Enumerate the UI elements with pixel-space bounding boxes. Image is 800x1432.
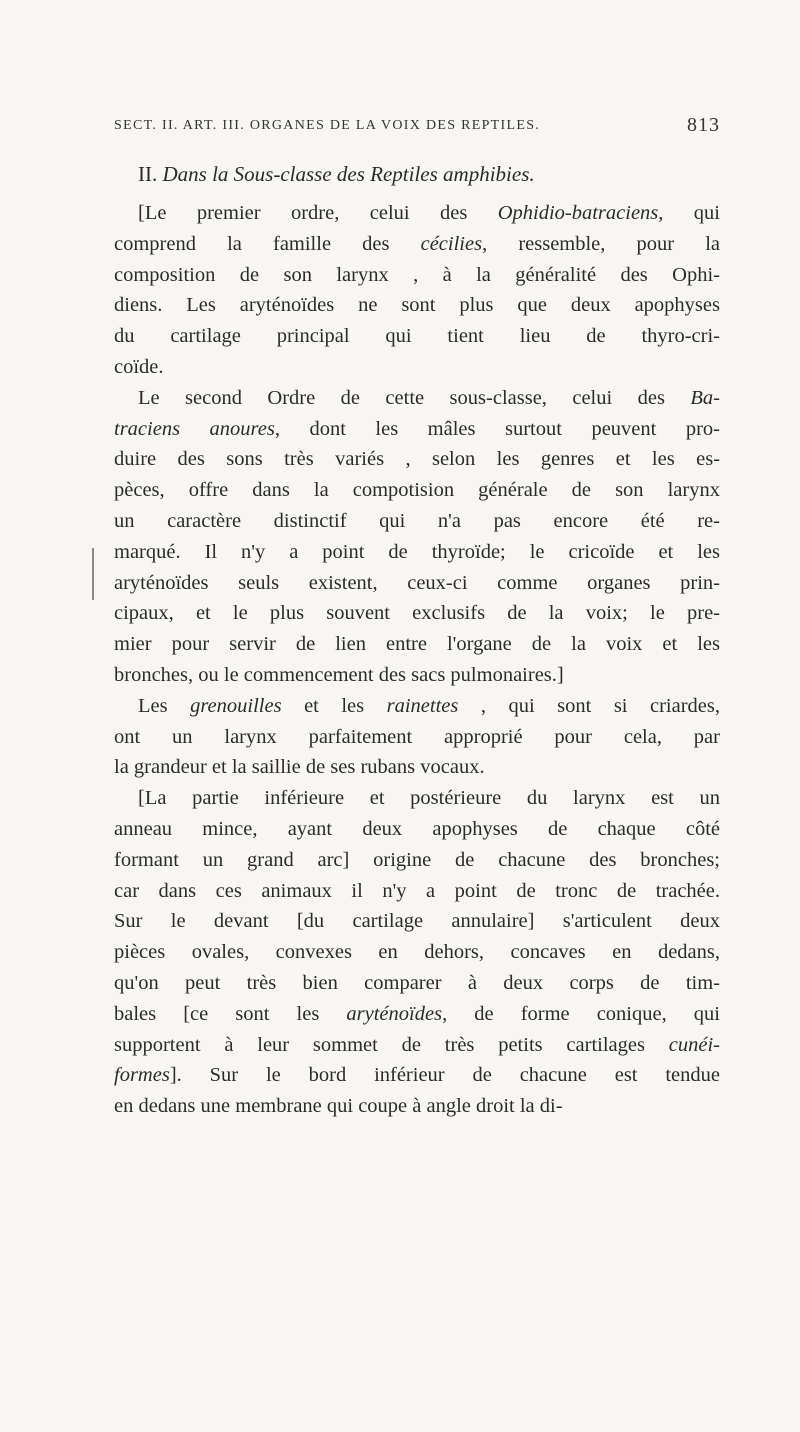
- italic-term: grenouilles: [190, 694, 282, 717]
- text-line: [114, 876, 720, 907]
- text-line: [114, 845, 720, 876]
- text-run: qu'on peut très bien comparer à deux corps de tim-: [114, 971, 720, 994]
- text-line: [114, 383, 720, 414]
- text-run: en dedans une membrane qui coupe à angle droit la di-: [114, 1095, 563, 1118]
- text-run: [Le premier ordre, celui des: [138, 202, 498, 224]
- text-line: [114, 290, 720, 321]
- text-run: , dont les mâles surtout peuvent pro-: [274, 417, 720, 440]
- text-run: [La partie inférieure et postérieure du larynx est un: [138, 787, 720, 810]
- page-number: 813: [687, 114, 720, 136]
- italic-term: Ba-: [690, 386, 720, 409]
- text-run: Les: [138, 694, 191, 717]
- italic-term: traciens anoures: [114, 417, 275, 440]
- text-run: Sur le devant [du cartilage annulaire] s'articulent deux: [114, 910, 720, 933]
- text-line: [114, 1091, 720, 1122]
- text-line: [114, 1060, 720, 1091]
- text-line: [114, 722, 720, 753]
- running-head-text: SECT. II. ART. III. ORGANES DE LA VOIX DES REPTILES.: [114, 118, 541, 133]
- margin-rule: [92, 548, 94, 600]
- text-run: anneau mince, ayant deux apophyses de chaque côté: [114, 817, 720, 840]
- text-run: coïde.: [114, 355, 164, 378]
- text-line: [114, 537, 720, 568]
- text-run: ]. Sur le bord inférieur de chacune est tendue: [169, 1064, 720, 1087]
- text-run: , qui: [658, 202, 720, 224]
- text-line: [114, 691, 720, 722]
- text-run: , ressemble, pour la: [482, 232, 721, 255]
- text-run: cipaux, et le plus souvent exclusifs de la voix; le pre-: [114, 602, 720, 625]
- text-line: [114, 444, 720, 475]
- text-run: Le second Ordre de cette sous-classe, celui des: [138, 386, 691, 409]
- text-run: composition de son larynx , à la généralité des Ophi-: [114, 263, 720, 286]
- italic-term: formes: [114, 1064, 170, 1087]
- text-run: la grandeur et la saillie de ses rubans vocaux.: [114, 756, 485, 779]
- italic-term: cunéi-: [668, 1033, 720, 1056]
- text-run: , de forme conique, qui: [442, 1002, 721, 1025]
- italic-term: aryténoïdes: [346, 1002, 443, 1025]
- text-run: du cartilage principal qui tient lieu de thyro-cri-: [114, 325, 720, 348]
- text-line: [114, 752, 720, 783]
- section-number: II.: [138, 162, 158, 186]
- text-line: [114, 1030, 720, 1061]
- text-run: marqué. Il n'y a point de thyroïde; le cricoïde et les: [114, 540, 720, 563]
- text-line: [114, 321, 720, 352]
- text-run: mier pour servir de lien entre l'organe de la voix et les: [114, 633, 720, 656]
- text-line: [114, 352, 720, 383]
- text-run: un caractère distinctif qui n'a pas encore été re-: [114, 509, 720, 532]
- text-run: pèces, offre dans la compotision générale de son larynx: [114, 479, 720, 502]
- text-run: car dans ces animaux il n'y a point de tronc de trachée.: [114, 879, 720, 902]
- text-line: [114, 229, 720, 260]
- italic-term: Ophidio-batraciens: [497, 202, 659, 224]
- text-run: et les: [281, 694, 387, 717]
- text-run: duire des sons très variés , selon les genres et les es-: [114, 448, 720, 471]
- italic-term: cécilies: [420, 232, 483, 255]
- text-line: [114, 198, 720, 229]
- text-line: [114, 414, 720, 445]
- text-line: [114, 260, 720, 291]
- text-run: supportent à leur sommet de très petits cartilages: [114, 1033, 669, 1056]
- text-line: [114, 475, 720, 506]
- section-title: Dans la Sous-classe des Reptiles amphibies.: [162, 162, 535, 186]
- text-line: [114, 814, 720, 845]
- text-run: diens. Les aryténoïdes ne sont plus que deux apophyses: [114, 294, 720, 317]
- text-line: [114, 568, 720, 599]
- text-line: [114, 968, 720, 999]
- text-line: [114, 906, 720, 937]
- text-line: [114, 937, 720, 968]
- text-run: bronches, ou le commencement des sacs pulmonaires.]: [114, 663, 564, 686]
- running-head: [114, 114, 720, 136]
- text-run: comprend la famille des: [114, 232, 421, 255]
- text-run: bales [ce sont les: [114, 1002, 347, 1025]
- text-line: [114, 783, 720, 814]
- body-text: [114, 198, 720, 1122]
- text-run: , qui sont si criardes,: [458, 694, 720, 717]
- text-line: [114, 999, 720, 1030]
- text-line: [114, 660, 720, 691]
- text-run: formant un grand arc] origine de chacune des bronches;: [114, 848, 720, 871]
- text-run: pièces ovales, convexes en dehors, concaves en dedans,: [114, 941, 720, 964]
- section-heading: [138, 162, 535, 187]
- text-run: aryténoïdes seuls existent, ceux-ci comme organes prin-: [114, 571, 720, 594]
- italic-term: rainettes: [386, 694, 459, 717]
- text-line: [114, 629, 720, 660]
- text-run: ont un larynx parfaitement approprié pour cela, par: [114, 725, 720, 748]
- text-line: [114, 506, 720, 537]
- text-line: [114, 598, 720, 629]
